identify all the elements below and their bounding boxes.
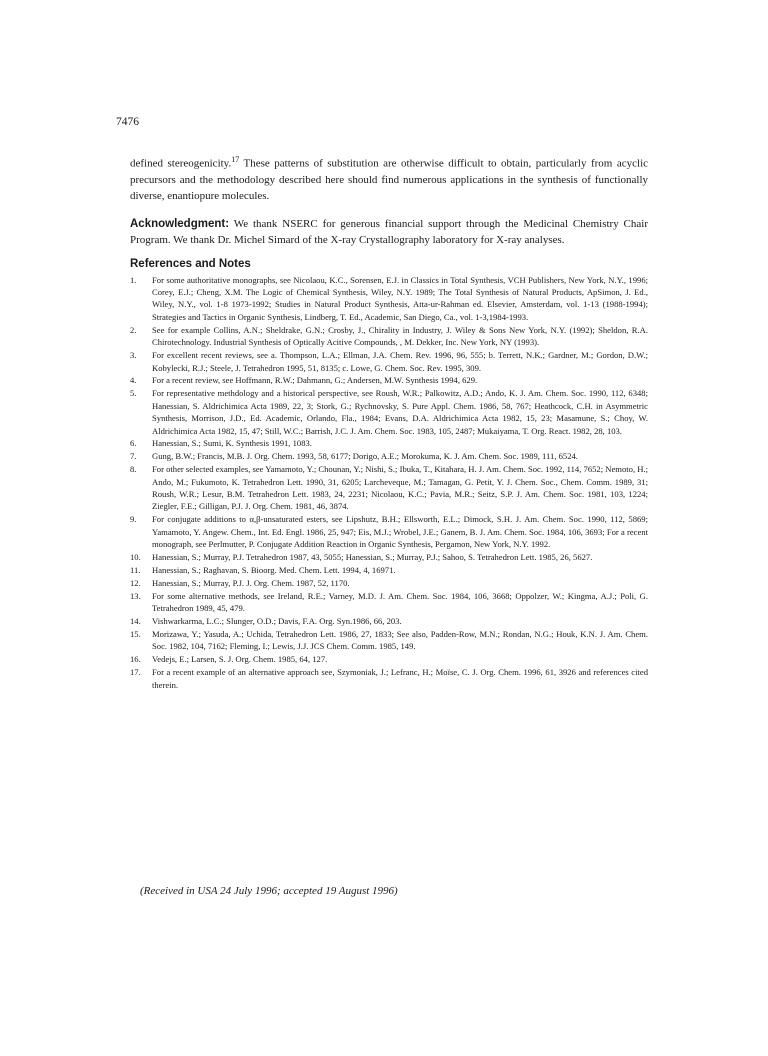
reference-text: Vedejs, E.; Larsen, S. J. Org. Chem. 1985, 64, 127. — [152, 654, 328, 665]
received-date-line: (Received in USA 24 July 1996; accepted 19 August 1996) — [140, 885, 398, 897]
reference-number: 10. — [130, 552, 141, 563]
reference-number: 13. — [130, 590, 141, 601]
reference-item — [130, 387, 648, 437]
reference-item — [130, 628, 648, 653]
references-list — [130, 274, 648, 691]
reference-text: Hanessian, S.; Murray, P.J. J. Org. Chem. 1987, 52, 1170. — [152, 577, 350, 588]
reference-item — [130, 274, 648, 324]
reference-text: For some alternative methods, see Ireland, R.E.; Varney, M.D. J. Am. Chem. Soc. 1984, 106, 3668; Oppolzer, W.; Kingma, A.J.; Poli, G. Tetrahedron 1989, 45, 479. — [152, 590, 648, 614]
reference-number: 14. — [130, 616, 141, 627]
reference-text: For other selected examples, see Yamamoto, Y.; Chounan, Y.; Nishi, S.; Ibuka, T., Kitahara, H. J. Am. Chem. Soc. 1992, 114, 7652; Nemoto, H.; Ando, M.; Fukumoto, K. Tetrahedron Lett. 1990, 31, 6205; Larcheveque, M.; Tamagan, G. Petit, Y. J. Chem. Soc., Chem. Comm. 1989, 31; Roush, W.R.; Lesur, B.M. Tetrahedron Lett. 1983, 24, 2231; Nicolaou, K.C.; Pavia, M.R.; Seitz, S.P. J. Am. Chem. Soc. 1981, 103, 1224; Ziegler, F.E.; Gilligan, P.J. J. Org. Chem. 1981, 46, 3874. — [152, 464, 648, 512]
reference-item — [130, 437, 648, 449]
paragraph-text-end: These patterns of substitution are otherwise difficult to obtain, particularly from acyclic precursors and the methodology described here should find numerous applications in the synthesis of functionally diverse, enantiopure molecules. — [130, 157, 649, 202]
acknowledgment-heading: Acknowledgment: — [130, 217, 230, 230]
citation-superscript: 17 — [231, 155, 240, 164]
reference-number: 1. — [130, 274, 137, 285]
reference-item — [130, 513, 648, 550]
reference-number: 7. — [130, 451, 137, 462]
reference-number: 8. — [130, 464, 137, 475]
reference-item — [130, 450, 648, 462]
reference-text: For excellent recent reviews, see a. Thompson, L.A.; Ellman, J.A. Chem. Rev. 1996, 96, 555; b. Terrett, N.K.; Gardner, M.; Gordon, D.W.; Kobylecki, R.J.; Steele, J. Tetrahedron 1995, 51, 8135; c. Lowe, G. Chem. Soc. Rev. 1995, 309. — [152, 350, 648, 373]
reference-number: 3. — [130, 350, 137, 361]
reference-text: Vishwarkarma, L.C.; Slunger, O.D.; Davis, F.A. Org. Syn.1986, 66, 203. — [152, 616, 402, 627]
reference-item — [130, 374, 648, 386]
reference-item — [130, 577, 648, 589]
reference-text: Gung, B.W.; Francis, M.B. J. Org. Chem. 1993, 58, 6177; Dorigo, A.E.; Morokuma, K. J. Am. Chem. Soc. 1989, 111, 6524. — [152, 451, 578, 462]
reference-text: Morizawa, Y.; Yasuda, A.; Uchida, Tetrahedron Lett. 1986, 27, 1833; See also, Padden-Row, M.N.; Rondan, N.G.; Houk, K.N. J. Am. Chem. Soc. 1982, 104, 7162; Fleming, I.; Lewis, J.J. JCS Chem. Comm. 1985, 149. — [152, 629, 648, 652]
reference-item — [130, 615, 648, 627]
reference-number: 17. — [130, 667, 141, 678]
reference-number: 16. — [130, 654, 141, 665]
reference-text: Hanessian, S.; Raghavan, S. Bioorg. Med. Chem. Lett. 1994, 4, 16971. — [152, 565, 396, 575]
reference-number: 6. — [130, 438, 137, 449]
reference-text: For a recent example of an alternative approach see, Szymoniak, J.; Lefranc, H.; Moïse, C. J. Org. Chem. 1996, 61, 3926 and references cited therein. — [152, 667, 648, 690]
references-heading: References and Notes — [130, 257, 251, 270]
reference-item — [130, 590, 648, 615]
reference-text: Hanessian, S.; Murray, P.J. Tetrahedron 1987, 43, 5055; Hanessian, S.; Murray, P.J.; Sahoo, S. Tetrahedron Lett. 1985, 26, 5627. — [152, 552, 593, 563]
reference-item — [130, 666, 648, 691]
reference-item — [130, 653, 648, 665]
acknowledgment-text: We thank NSERC for generous financial support through the Medicinal Chemistry Chair Program. We thank Dr. Michel Simard of the X-ray Crystallography laboratory for X-ray analyses. — [130, 217, 648, 246]
reference-text: For some authoritative monographs, see Nicolaou, K.C., Sorensen, E.J. in Classics in Total Synthesis, VCH Publishers, New York, N.Y., 1996; Corey, E.J.; Cheng, X.M. The Logic of Chemical Synthesis, Wiley, N.Y. 1989; The Total Synthesis of Natural Products, ApSimon, J. Ed., Wiley, N.Y., vol. 1-8 1973-1992; Studies in Natural Product Synthesis, Atta-ur-Rahman ed. Elsevier, Amsterdam, vol. 1-13 (1988-1994); Strategies and Tactics in Organic Synthesis, Lindberg, T. Ed., Academic, San Diego, Ca., vol. 1-3,1984-1993. — [152, 274, 648, 322]
reference-item — [130, 349, 648, 374]
reference-number: 2. — [130, 324, 137, 335]
reference-text: For representative methdology and a historical perspective, see Roush, W.R.; Palkowitz, A.D.; Ando, K. J. Am. Chem. Soc. 1990, 112, 6348; Hanessian, S. Aldrichimica Acta 1989, 22, 3; Stork, G.; Rychnovsky, S. Pure Appl. Chem. 1986, 58, 767; Heathcock, C.H. in Asymmetric Synthesis, Morrison, J.D., Ed. Academic, Orlando, Fla., 1984; Evans, D.A. Aldrichimica Acta 1982, 15, 23; Masamune, S.; Choy, W. Aldrichimica Acta 1982, 15, 47; Still, W.C.; Barrish, J.C. J. Am. Chem. Soc. 1983, 105, 2487; Mukaiyama, T. Org. React. 1982, 28, 103. — [152, 388, 648, 436]
closing-paragraph — [130, 152, 648, 204]
reference-text: For a recent review, see Hoffmann, R.W.; Dahmann, G.; Andersen, M.W. Synthesis 1994, 629. — [152, 375, 478, 386]
main-text — [130, 152, 648, 692]
reference-item — [130, 463, 648, 513]
reference-item — [130, 551, 648, 563]
reference-number: 4. — [130, 375, 137, 386]
reference-item — [130, 564, 648, 576]
reference-text: Hanessian, S.; Sumi, K. Synthesis 1991, 1083. — [152, 438, 312, 449]
reference-text: For conjugate additions to α,β-unsaturated esters, see Lipshutz, B.H.; Ellsworth, E.L.; Dimock, S.H. J. Am. Chem. Soc. 1990, 112, 5869; Yamamoto, Y. Angew. Chem., Int. Ed. Engl. 1986, 25, 947; Eis, M.J.; Wrobel, J.E.; Ganem, B. J. Am. Chem. Soc. 1984, 106, 3693; For a recent monograph, see Perlmutter, P. Conjugate Addition Reaction in Organic Synthesis, Pergamon, New York, N.Y. 1992. — [152, 514, 648, 550]
reference-text: See for example Collins, A.N.; Sheldrake, G.N.; Crosby, J., Chirality in Industry, J. Wiley & Sons New York, N.Y. (1992); Sheldon, R.A. Chirotechnology. Industrial Synthesis of Optically Acitive Compounds, , M. Dekker, Inc. New York, NY (1993). — [152, 324, 648, 348]
reference-item — [130, 324, 648, 349]
reference-number: 9. — [130, 514, 137, 525]
reference-number: 5. — [130, 388, 137, 399]
acknowledgment-paragraph — [130, 216, 648, 248]
paragraph-text-start: defined stereogenicity. — [130, 157, 232, 170]
reference-number: 12. — [130, 577, 141, 588]
reference-number: 15. — [130, 629, 141, 640]
page-number: 7476 — [116, 116, 139, 128]
reference-number: 11. — [130, 565, 141, 575]
